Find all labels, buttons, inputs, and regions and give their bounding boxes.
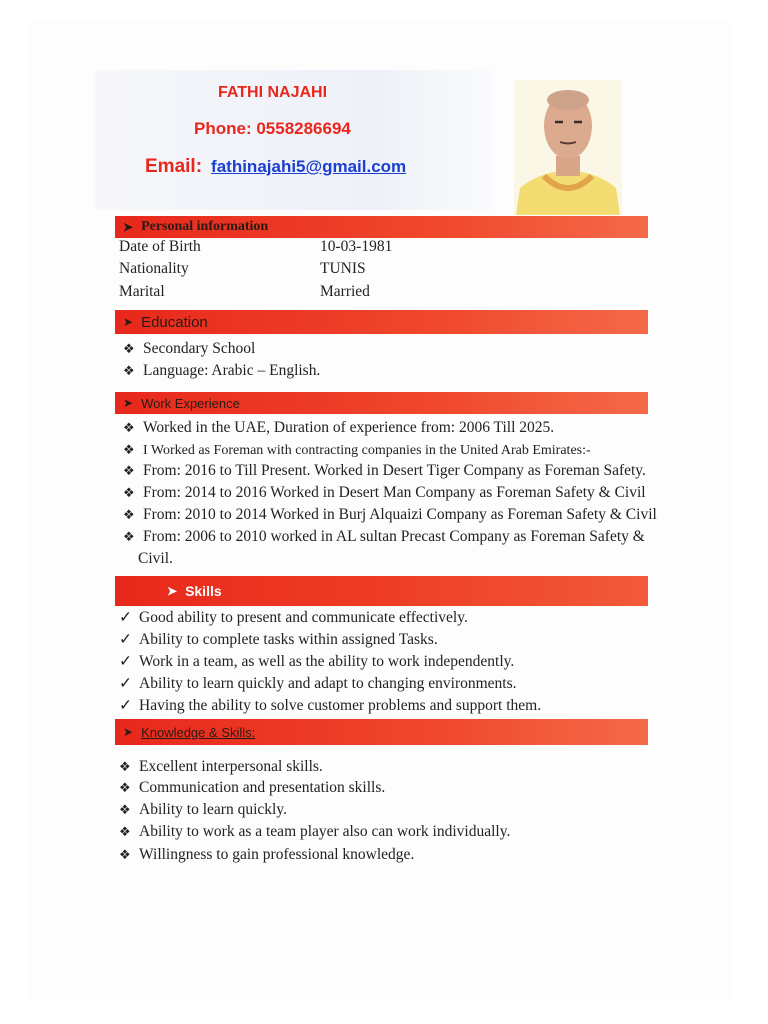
section-bar-personal xyxy=(115,216,648,238)
diamond-bullet-icon: ❖ xyxy=(119,824,131,839)
section-title: Personal information xyxy=(141,219,269,234)
list-item: ❖ Language: Arabic – English. xyxy=(123,360,320,382)
section-bar-education xyxy=(115,310,648,334)
check-icon: ✓ xyxy=(119,609,132,626)
email-link[interactable]: fathinajahi5@gmail.com xyxy=(211,157,407,176)
section-title: Skills xyxy=(185,583,222,599)
info-value: 10-03-1981 xyxy=(320,238,393,255)
section-title: Knowledge & Skills: xyxy=(141,724,256,740)
list-item: ❖ From: 2016 to Till Present. Worked in Desert Tiger Company as Foreman Safety. xyxy=(123,460,646,482)
check-icon: ✓ xyxy=(119,675,132,692)
section-title: Work Experience xyxy=(141,395,240,411)
arrow-icon: ➤ xyxy=(123,219,134,234)
list-item: ❖ Ability to work as a team player also can work individually. xyxy=(119,821,510,843)
section-title: Education xyxy=(141,313,208,331)
check-icon: ✓ xyxy=(119,653,132,670)
diamond-bullet-icon: ❖ xyxy=(123,463,135,478)
list-item: ✓ Ability to learn quickly and adapt to changing environments. xyxy=(119,673,517,695)
info-value: TUNIS xyxy=(320,260,366,277)
list-item: ❖ Ability to learn quickly. xyxy=(119,799,287,821)
arrow-icon: ➤ xyxy=(123,725,134,739)
list-item: ❖ I Worked as Foreman with contracting companies in the United Arab Emirates:- xyxy=(123,439,591,462)
info-row xyxy=(119,238,393,256)
arrow-icon: ➤ xyxy=(123,315,134,329)
info-label: Nationality xyxy=(119,260,189,277)
diamond-bullet-icon: ❖ xyxy=(123,420,135,435)
list-item: ❖ Secondary School xyxy=(123,338,255,360)
list-item-continuation: Civil. xyxy=(138,550,173,567)
diamond-bullet-icon: ❖ xyxy=(119,847,131,862)
list-item: ✓ Good ability to present and communicate effectively. xyxy=(119,607,468,629)
diamond-bullet-icon: ❖ xyxy=(123,507,135,522)
list-item: ❖ From: 2014 to 2016 Worked in Desert Man Company as Foreman Safety & Civil xyxy=(123,482,646,504)
list-item: ✓ Work in a team, as well as the ability to work independently. xyxy=(119,651,514,673)
diamond-bullet-icon: ❖ xyxy=(123,363,135,378)
diamond-bullet-icon: ❖ xyxy=(123,529,135,544)
info-row xyxy=(119,283,370,301)
phone-number: Phone: 0558286694 xyxy=(194,119,351,138)
diamond-bullet-icon: ❖ xyxy=(123,442,135,457)
diamond-bullet-icon: ❖ xyxy=(123,485,135,500)
info-label: Marital xyxy=(119,283,165,300)
list-item: ❖ Communication and presentation skills. xyxy=(119,777,385,799)
info-row xyxy=(119,260,366,278)
section-bar-knowledge xyxy=(115,719,648,745)
diamond-bullet-icon: ❖ xyxy=(119,802,131,817)
list-item: ❖ Worked in the UAE, Duration of experience from: 2006 Till 2025. xyxy=(123,417,554,439)
list-item: ❖ Excellent interpersonal skills. xyxy=(119,756,323,778)
info-label: Date of Birth xyxy=(119,238,201,255)
portrait-illustration xyxy=(514,80,622,215)
section-bar-work xyxy=(115,392,648,414)
list-item: ❖ Willingness to gain professional knowledge. xyxy=(119,844,414,866)
email-row xyxy=(145,156,406,178)
email-label: Email: xyxy=(145,156,203,177)
check-icon: ✓ xyxy=(119,631,132,648)
arrow-icon: ➤ xyxy=(123,396,134,410)
check-icon: ✓ xyxy=(119,697,132,714)
arrow-icon: ➤ xyxy=(167,584,178,598)
section-bar-skills xyxy=(115,576,648,606)
list-item: ❖ From: 2010 to 2014 Worked in Burj Alquaizi Company as Foreman Safety & Civil xyxy=(123,504,657,526)
info-value: Married xyxy=(320,283,370,300)
list-item: ✓ Having the ability to solve customer problems and support them. xyxy=(119,695,541,717)
list-item: ❖ From: 2006 to 2010 worked in AL sultan Precast Company as Foreman Safety & xyxy=(123,526,645,548)
diamond-bullet-icon: ❖ xyxy=(119,780,131,795)
candidate-name: FATHI NAJAHI xyxy=(218,84,328,101)
list-item: ✓ Ability to complete tasks within assigned Tasks. xyxy=(119,629,438,651)
profile-photo xyxy=(514,80,622,215)
diamond-bullet-icon: ❖ xyxy=(123,341,135,356)
diamond-bullet-icon: ❖ xyxy=(119,759,131,774)
